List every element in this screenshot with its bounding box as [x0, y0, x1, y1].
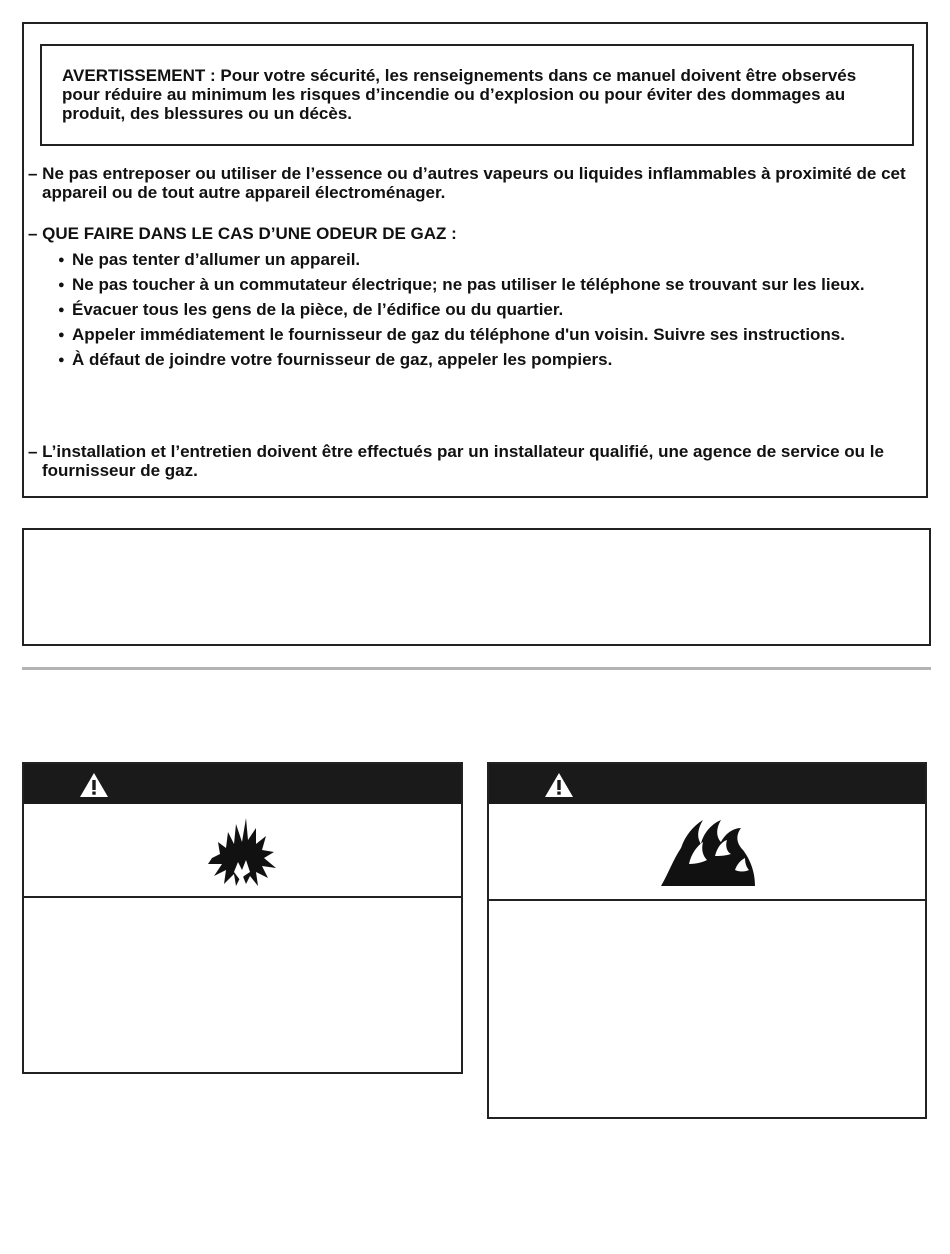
explosion-icon — [206, 814, 278, 888]
section-divider — [22, 667, 931, 670]
fire-hazard-panel — [487, 762, 927, 1119]
gas-odor-instructions — [58, 250, 898, 375]
warning-triangle-icon — [544, 772, 574, 798]
list-item: ● Ne pas tenter d’allumer un appareil. — [58, 250, 898, 269]
installation-warning: – L’installation et l’entretien doivent être effectués par un installateur qualifié, une agence de service ou le fournisseur de gaz. — [28, 442, 884, 480]
gas-odor-heading: – QUE FAIRE DANS LE CAS D’UNE ODEUR DE GAZ : — [28, 224, 457, 243]
fire-icon — [659, 814, 759, 888]
hazard-symbol-area — [489, 804, 925, 901]
panel-header — [24, 764, 461, 804]
explosion-hazard-panel — [22, 762, 463, 1074]
blank-notice-box — [22, 528, 931, 646]
list-item: ● À défaut de joindre votre fournisseur de gaz, appeler les pompiers. — [58, 350, 898, 369]
list-item: ● Évacuer tous les gens de la pièce, de l’édifice ou du quartier. — [58, 300, 898, 319]
list-item: ● Appeler immédiatement le fournisseur de gaz du téléphone d'un voisin. Suivre ses instructions. — [58, 325, 898, 344]
panel-header — [489, 764, 925, 804]
warning-triangle-icon — [79, 772, 109, 798]
hazard-symbol-area — [24, 804, 461, 898]
avertissement-notice: AVERTISSEMENT : Pour votre sécurité, les renseignements dans ce manuel doivent être observés pour réduire au minimum les risques d’incendie ou d’explosion ou pour éviter des dommages au produit, des blessures ou un décès. — [40, 44, 914, 146]
flammables-warning: – Ne pas entreposer ou utiliser de l’essence ou d’autres vapeurs ou liquides inflammables à proximité de cet appareil ou de tout autre appareil électroménager. — [28, 164, 906, 202]
safety-warning-box — [22, 22, 928, 498]
list-item: ● Ne pas toucher à un commutateur électrique; ne pas utiliser le téléphone se trouvant sur les lieux. — [58, 275, 898, 294]
